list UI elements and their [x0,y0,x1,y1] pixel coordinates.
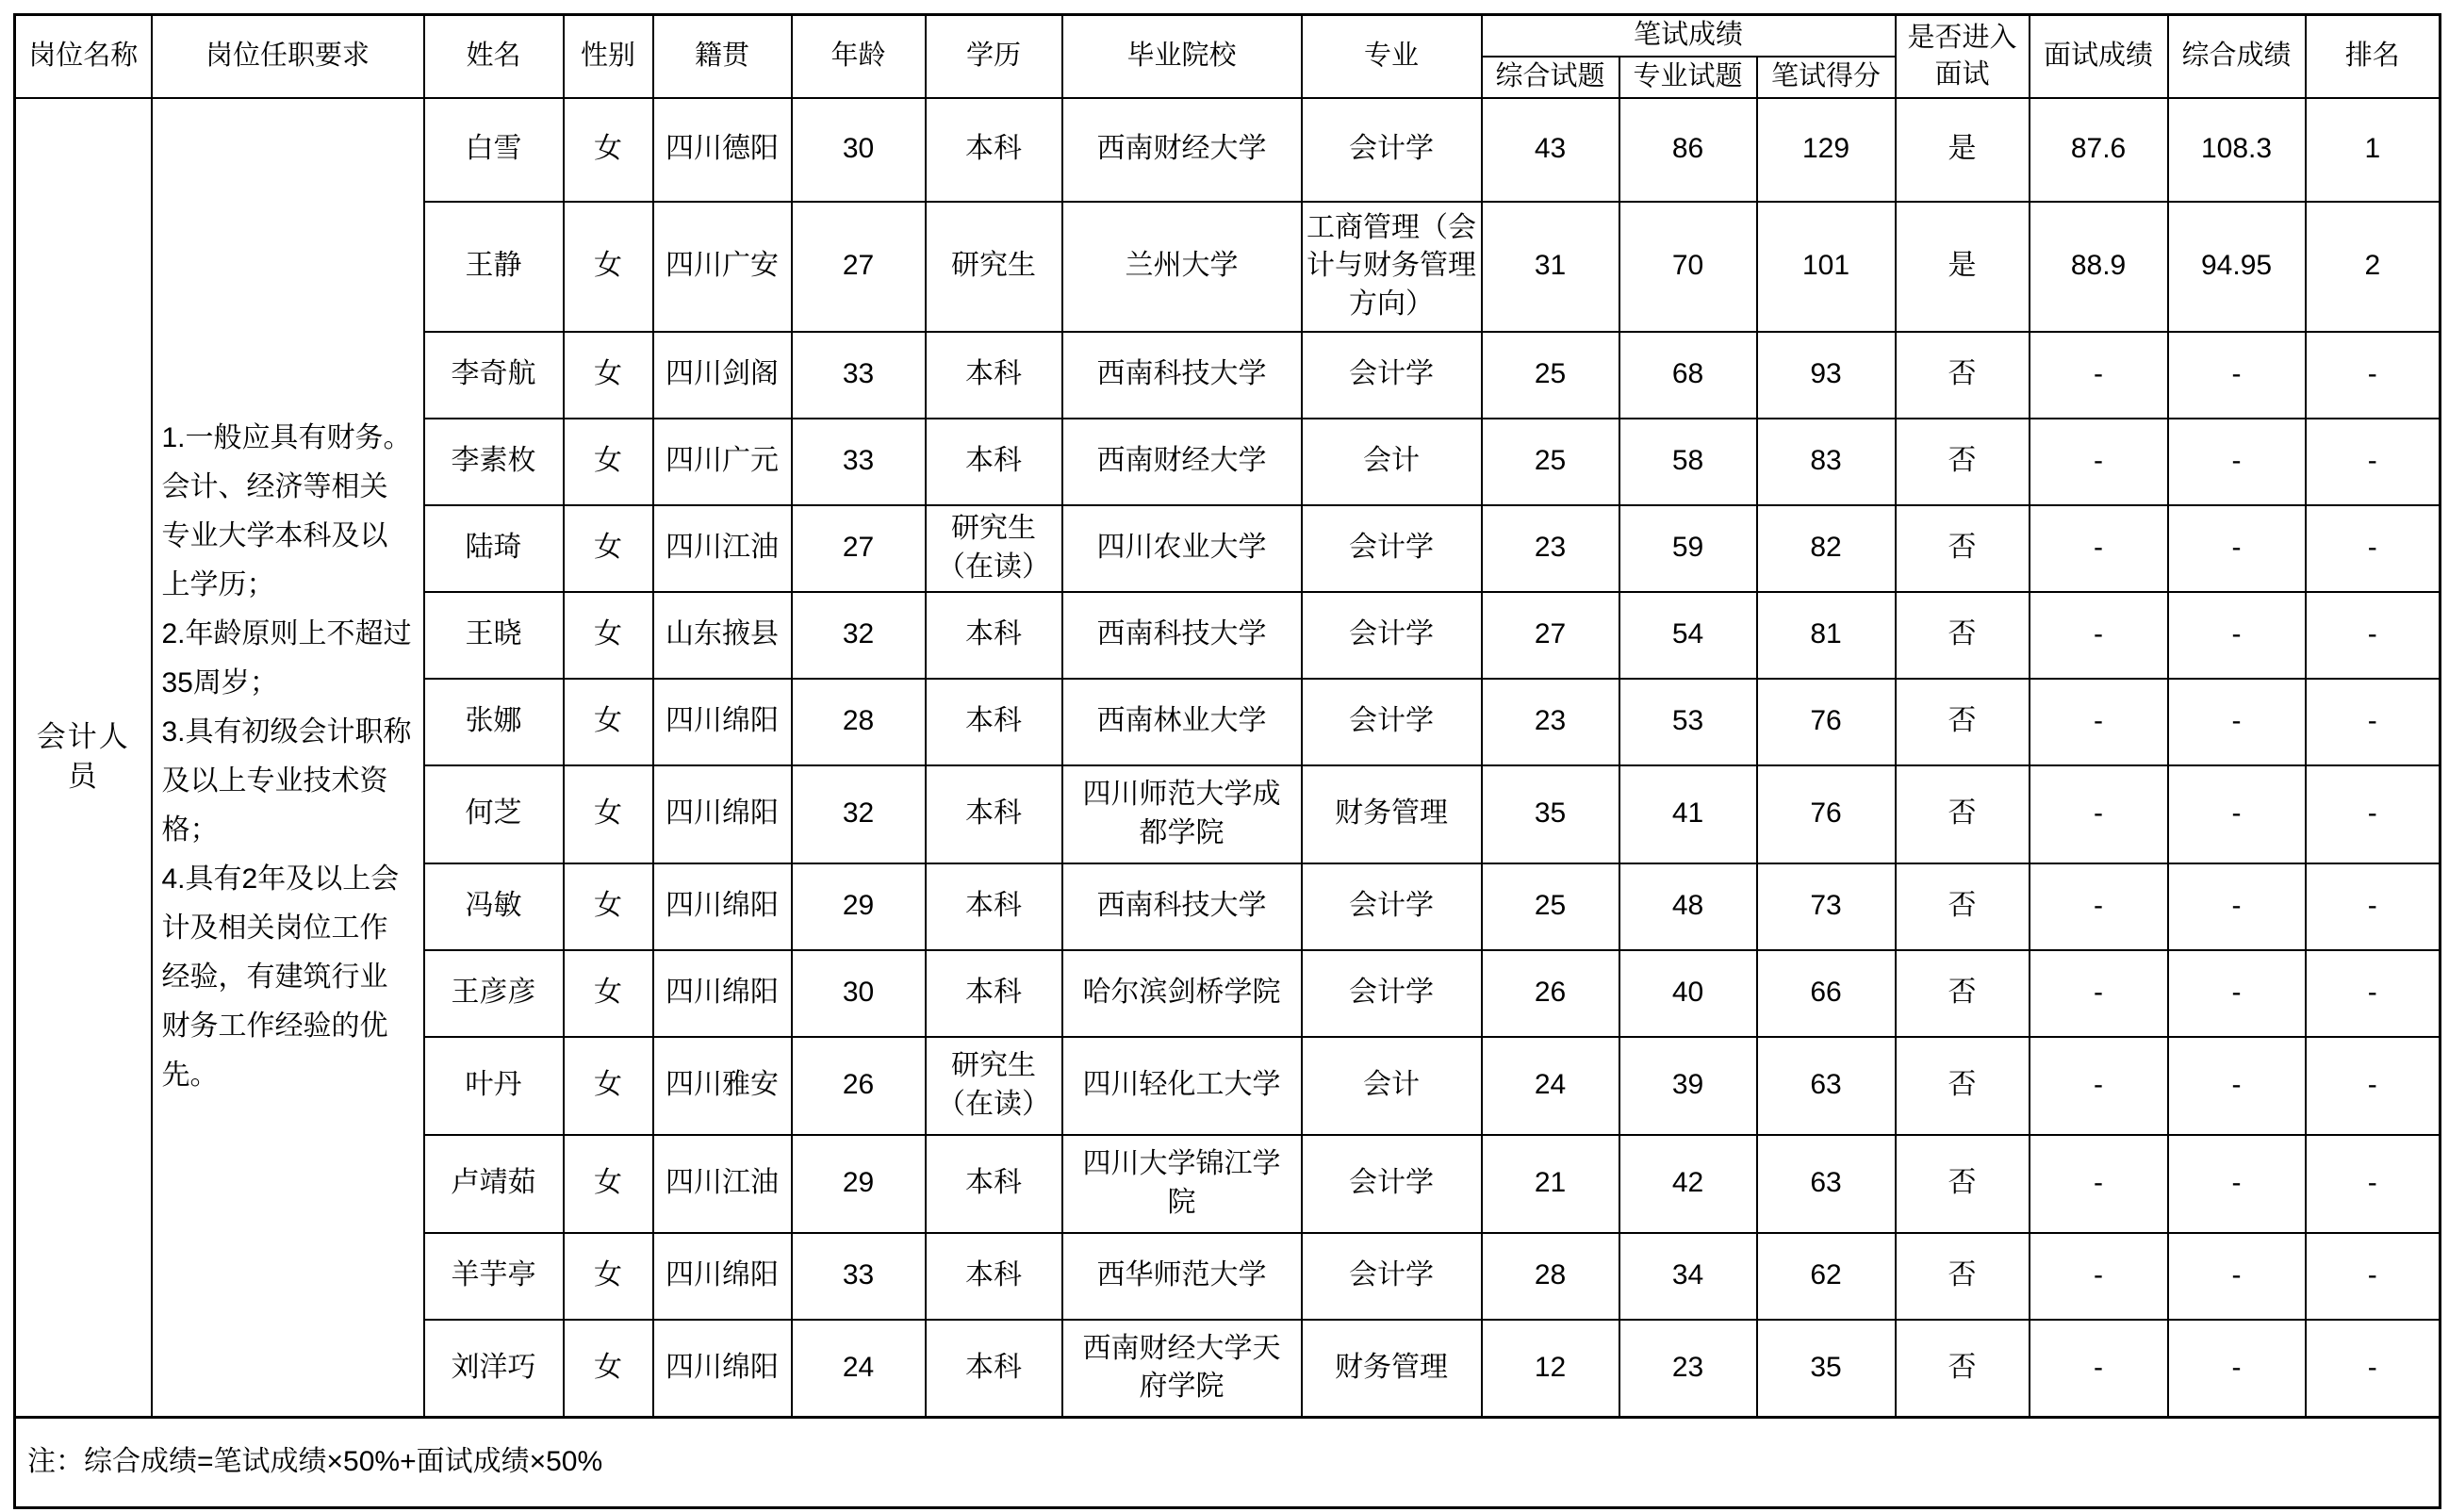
cell-education: 本科 [926,592,1062,679]
cell-school: 西南科技大学 [1062,592,1302,679]
cell-native-place: 四川江油 [653,1135,792,1233]
cell-name: 白雪 [424,98,564,202]
cell-school: 西南财经大学天府学院 [1062,1320,1302,1418]
cell-age: 32 [792,592,926,679]
cell-native-place: 四川广安 [653,202,792,332]
cell-interview-score: - [2030,950,2168,1037]
cell-gender: 女 [564,332,653,419]
cell-native-place: 四川绵阳 [653,1320,792,1418]
cell-professional-score: 40 [1619,950,1757,1037]
col-header-written-score: 笔试得分 [1757,57,1896,98]
cell-native-place: 四川绵阳 [653,679,792,765]
cell-overall-score: - [2168,765,2306,863]
requirement-line: 4.具有2年及以上会计及相关岗位工作经验，有建筑行业财务工作经验的优先。 [161,863,400,1092]
cell-native-place: 四川绵阳 [653,765,792,863]
header-row-top [15,15,2441,57]
cell-name: 羊芋亭 [424,1233,564,1320]
cell-interview-score: - [2030,863,2168,950]
col-header-name: 姓名 [424,15,564,98]
cell-comprehensive-score: 24 [1482,1037,1619,1135]
cell-rank: - [2306,592,2441,679]
cell-written-total: 76 [1757,765,1896,863]
cell-education: 本科 [926,950,1062,1037]
col-header-overall-score: 综合成绩 [2168,15,2306,98]
cell-overall-score: - [2168,505,2306,592]
cell-written-total: 66 [1757,950,1896,1037]
cell-school: 西南财经大学 [1062,419,1302,505]
requirement-line: 3.具有初级会计职称及以上专业技术资格； [161,716,412,846]
cell-school: 四川师范大学成都学院 [1062,765,1302,863]
cell-native-place: 山东掖县 [653,592,792,679]
cell-education: 本科 [926,419,1062,505]
cell-professional-score: 42 [1619,1135,1757,1233]
cell-comprehensive-score: 25 [1482,863,1619,950]
cell-major: 会计学 [1302,505,1482,592]
cell-education: 本科 [926,332,1062,419]
col-header-rank: 排名 [2306,15,2441,98]
cell-age: 32 [792,765,926,863]
cell-native-place: 四川绵阳 [653,863,792,950]
cell-rank: - [2306,1320,2441,1418]
cell-overall-score: - [2168,1037,2306,1135]
cell-major: 会计学 [1302,98,1482,202]
cell-interview-score: - [2030,679,2168,765]
cell-interview-score: - [2030,1233,2168,1320]
note-row [15,1418,2441,1508]
col-header-professional-questions: 专业试题 [1619,57,1757,98]
cell-age: 33 [792,1233,926,1320]
cell-written-total: 93 [1757,332,1896,419]
cell-written-total: 62 [1757,1233,1896,1320]
cell-written-total: 129 [1757,98,1896,202]
cell-education: 研究生 [926,202,1062,332]
cell-major: 工商管理（会计与财务管理方向） [1302,202,1482,332]
cell-gender: 女 [564,419,653,505]
cell-school: 四川大学锦江学院 [1062,1135,1302,1233]
cell-written-total: 83 [1757,419,1896,505]
cell-comprehensive-score: 31 [1482,202,1619,332]
col-header-native-place: 籍贯 [653,15,792,98]
cell-overall-score: - [2168,419,2306,505]
col-header-written-group: 笔试成绩 [1482,15,1896,57]
cell-rank: - [2306,863,2441,950]
cell-written-total: 82 [1757,505,1896,592]
cell-comprehensive-score: 43 [1482,98,1619,202]
col-header-requirements: 岗位任职要求 [152,15,424,98]
cell-professional-score: 59 [1619,505,1757,592]
cell-rank: - [2306,505,2441,592]
cell-comprehensive-score: 25 [1482,332,1619,419]
cell-written-total: 63 [1757,1135,1896,1233]
cell-school: 西南林业大学 [1062,679,1302,765]
cell-education: 本科 [926,1233,1062,1320]
cell-school: 四川轻化工大学 [1062,1037,1302,1135]
cell-native-place: 四川剑阁 [653,332,792,419]
cell-rank: 2 [2306,202,2441,332]
cell-name: 李素枚 [424,419,564,505]
cell-comprehensive-score: 12 [1482,1320,1619,1418]
note-text: 注：综合成绩=笔试成绩×50%+面试成绩×50% [15,1418,2441,1508]
col-header-school: 毕业院校 [1062,15,1302,98]
cell-enter-interview: 否 [1896,1320,2030,1418]
cell-gender: 女 [564,202,653,332]
cell-comprehensive-score: 26 [1482,950,1619,1037]
requirement-line: 1.一般应具有财务。会计、经济等相关专业大学本科及以上学历； [161,422,412,601]
cell-professional-score: 68 [1619,332,1757,419]
cell-overall-score: - [2168,332,2306,419]
cell-rank: - [2306,950,2441,1037]
cell-overall-score: - [2168,1233,2306,1320]
cell-professional-score: 48 [1619,863,1757,950]
cell-age: 30 [792,98,926,202]
cell-education: 本科 [926,765,1062,863]
cell-interview-score: - [2030,1135,2168,1233]
cell-school: 哈尔滨剑桥学院 [1062,950,1302,1037]
cell-written-total: 81 [1757,592,1896,679]
cell-gender: 女 [564,679,653,765]
cell-school: 四川农业大学 [1062,505,1302,592]
cell-comprehensive-score: 23 [1482,505,1619,592]
cell-name: 张娜 [424,679,564,765]
cell-overall-score: - [2168,1135,2306,1233]
cell-native-place: 四川江油 [653,505,792,592]
cell-native-place: 四川德阳 [653,98,792,202]
cell-enter-interview: 否 [1896,863,2030,950]
cell-interview-score: - [2030,332,2168,419]
cell-gender: 女 [564,505,653,592]
cell-major: 会计 [1302,419,1482,505]
cell-major: 会计学 [1302,679,1482,765]
cell-overall-score: 108.3 [2168,98,2306,202]
cell-gender: 女 [564,1320,653,1418]
cell-age: 33 [792,332,926,419]
cell-name: 王晓 [424,592,564,679]
cell-major: 会计 [1302,1037,1482,1135]
position-name-cell: 会计人员 [15,98,152,1418]
cell-enter-interview: 否 [1896,505,2030,592]
cell-gender: 女 [564,1037,653,1135]
cell-written-total: 73 [1757,863,1896,950]
cell-comprehensive-score: 35 [1482,765,1619,863]
cell-age: 27 [792,505,926,592]
cell-rank: - [2306,332,2441,419]
cell-gender: 女 [564,863,653,950]
cell-enter-interview: 否 [1896,1135,2030,1233]
cell-native-place: 四川广元 [653,419,792,505]
cell-enter-interview: 否 [1896,1037,2030,1135]
cell-overall-score: - [2168,1320,2306,1418]
cell-professional-score: 34 [1619,1233,1757,1320]
cell-overall-score: - [2168,592,2306,679]
cell-written-total: 101 [1757,202,1896,332]
cell-enter-interview: 否 [1896,332,2030,419]
cell-education: 本科 [926,679,1062,765]
cell-enter-interview: 是 [1896,202,2030,332]
cell-professional-score: 86 [1619,98,1757,202]
cell-name: 冯敏 [424,863,564,950]
cell-overall-score: - [2168,679,2306,765]
cell-gender: 女 [564,592,653,679]
cell-education: 研究生（在读） [926,505,1062,592]
col-header-education: 学历 [926,15,1062,98]
cell-comprehensive-score: 28 [1482,1233,1619,1320]
col-header-age: 年龄 [792,15,926,98]
cell-rank: - [2306,679,2441,765]
cell-name: 陆琦 [424,505,564,592]
cell-gender: 女 [564,98,653,202]
cell-education: 本科 [926,1135,1062,1233]
requirements-cell [152,98,424,1418]
cell-native-place: 四川雅安 [653,1037,792,1135]
cell-major: 财务管理 [1302,765,1482,863]
cell-enter-interview: 否 [1896,1233,2030,1320]
cell-school: 西南财经大学 [1062,98,1302,202]
cell-overall-score: - [2168,950,2306,1037]
cell-major: 会计学 [1302,332,1482,419]
cell-enter-interview: 是 [1896,98,2030,202]
cell-name: 李奇航 [424,332,564,419]
cell-name: 卢靖茹 [424,1135,564,1233]
cell-rank: 1 [2306,98,2441,202]
col-header-interview-score: 面试成绩 [2030,15,2168,98]
cell-professional-score: 58 [1619,419,1757,505]
cell-enter-interview: 否 [1896,950,2030,1037]
cell-school: 西南科技大学 [1062,863,1302,950]
cell-professional-score: 54 [1619,592,1757,679]
requirement-line: 2.年龄原则上不超过35周岁； [161,618,412,699]
col-header-position-name: 岗位名称 [15,15,152,98]
cell-enter-interview: 否 [1896,679,2030,765]
cell-interview-score: - [2030,592,2168,679]
cell-overall-score: 94.95 [2168,202,2306,332]
cell-comprehensive-score: 27 [1482,592,1619,679]
cell-rank: - [2306,1135,2441,1233]
cell-education: 本科 [926,98,1062,202]
cell-overall-score: - [2168,863,2306,950]
cell-major: 会计学 [1302,950,1482,1037]
cell-enter-interview: 否 [1896,592,2030,679]
cell-interview-score: - [2030,505,2168,592]
cell-interview-score: 87.6 [2030,98,2168,202]
cell-gender: 女 [564,950,653,1037]
cell-major: 会计学 [1302,1135,1482,1233]
cell-name: 王静 [424,202,564,332]
cell-native-place: 四川绵阳 [653,950,792,1037]
cell-age: 26 [792,1037,926,1135]
cell-interview-score: - [2030,765,2168,863]
cell-written-total: 35 [1757,1320,1896,1418]
cell-professional-score: 39 [1619,1037,1757,1135]
cell-written-total: 63 [1757,1037,1896,1135]
cell-comprehensive-score: 25 [1482,419,1619,505]
cell-rank: - [2306,1037,2441,1135]
cell-professional-score: 41 [1619,765,1757,863]
cell-gender: 女 [564,765,653,863]
cell-school: 西华师范大学 [1062,1233,1302,1320]
cell-age: 30 [792,950,926,1037]
cell-age: 24 [792,1320,926,1418]
cell-gender: 女 [564,1135,653,1233]
cell-name: 刘洋巧 [424,1320,564,1418]
cell-professional-score: 70 [1619,202,1757,332]
cell-gender: 女 [564,1233,653,1320]
cell-rank: - [2306,419,2441,505]
cell-interview-score: - [2030,1320,2168,1418]
cell-name: 叶丹 [424,1037,564,1135]
cell-name: 王彦彦 [424,950,564,1037]
col-header-major: 专业 [1302,15,1482,98]
table-row [15,98,2441,202]
score-table [13,13,2441,1509]
cell-education: 研究生（在读） [926,1037,1062,1135]
cell-comprehensive-score: 23 [1482,679,1619,765]
cell-major: 会计学 [1302,1233,1482,1320]
cell-education: 本科 [926,863,1062,950]
cell-professional-score: 53 [1619,679,1757,765]
cell-school: 西南科技大学 [1062,332,1302,419]
cell-professional-score: 23 [1619,1320,1757,1418]
cell-native-place: 四川绵阳 [653,1233,792,1320]
cell-interview-score: - [2030,419,2168,505]
col-header-gender: 性别 [564,15,653,98]
cell-rank: - [2306,1233,2441,1320]
cell-age: 28 [792,679,926,765]
cell-age: 27 [792,202,926,332]
cell-rank: - [2306,765,2441,863]
cell-age: 29 [792,1135,926,1233]
cell-age: 33 [792,419,926,505]
cell-major: 会计学 [1302,592,1482,679]
cell-written-total: 76 [1757,679,1896,765]
cell-age: 29 [792,863,926,950]
cell-enter-interview: 否 [1896,419,2030,505]
cell-name: 何芝 [424,765,564,863]
cell-education: 本科 [926,1320,1062,1418]
cell-interview-score: 88.9 [2030,202,2168,332]
cell-major: 会计学 [1302,863,1482,950]
cell-major: 财务管理 [1302,1320,1482,1418]
cell-comprehensive-score: 21 [1482,1135,1619,1233]
cell-enter-interview: 否 [1896,765,2030,863]
cell-school: 兰州大学 [1062,202,1302,332]
cell-interview-score: - [2030,1037,2168,1135]
col-header-comprehensive-questions: 综合试题 [1482,57,1619,98]
col-header-enter-interview: 是否进入面试 [1896,15,2030,98]
